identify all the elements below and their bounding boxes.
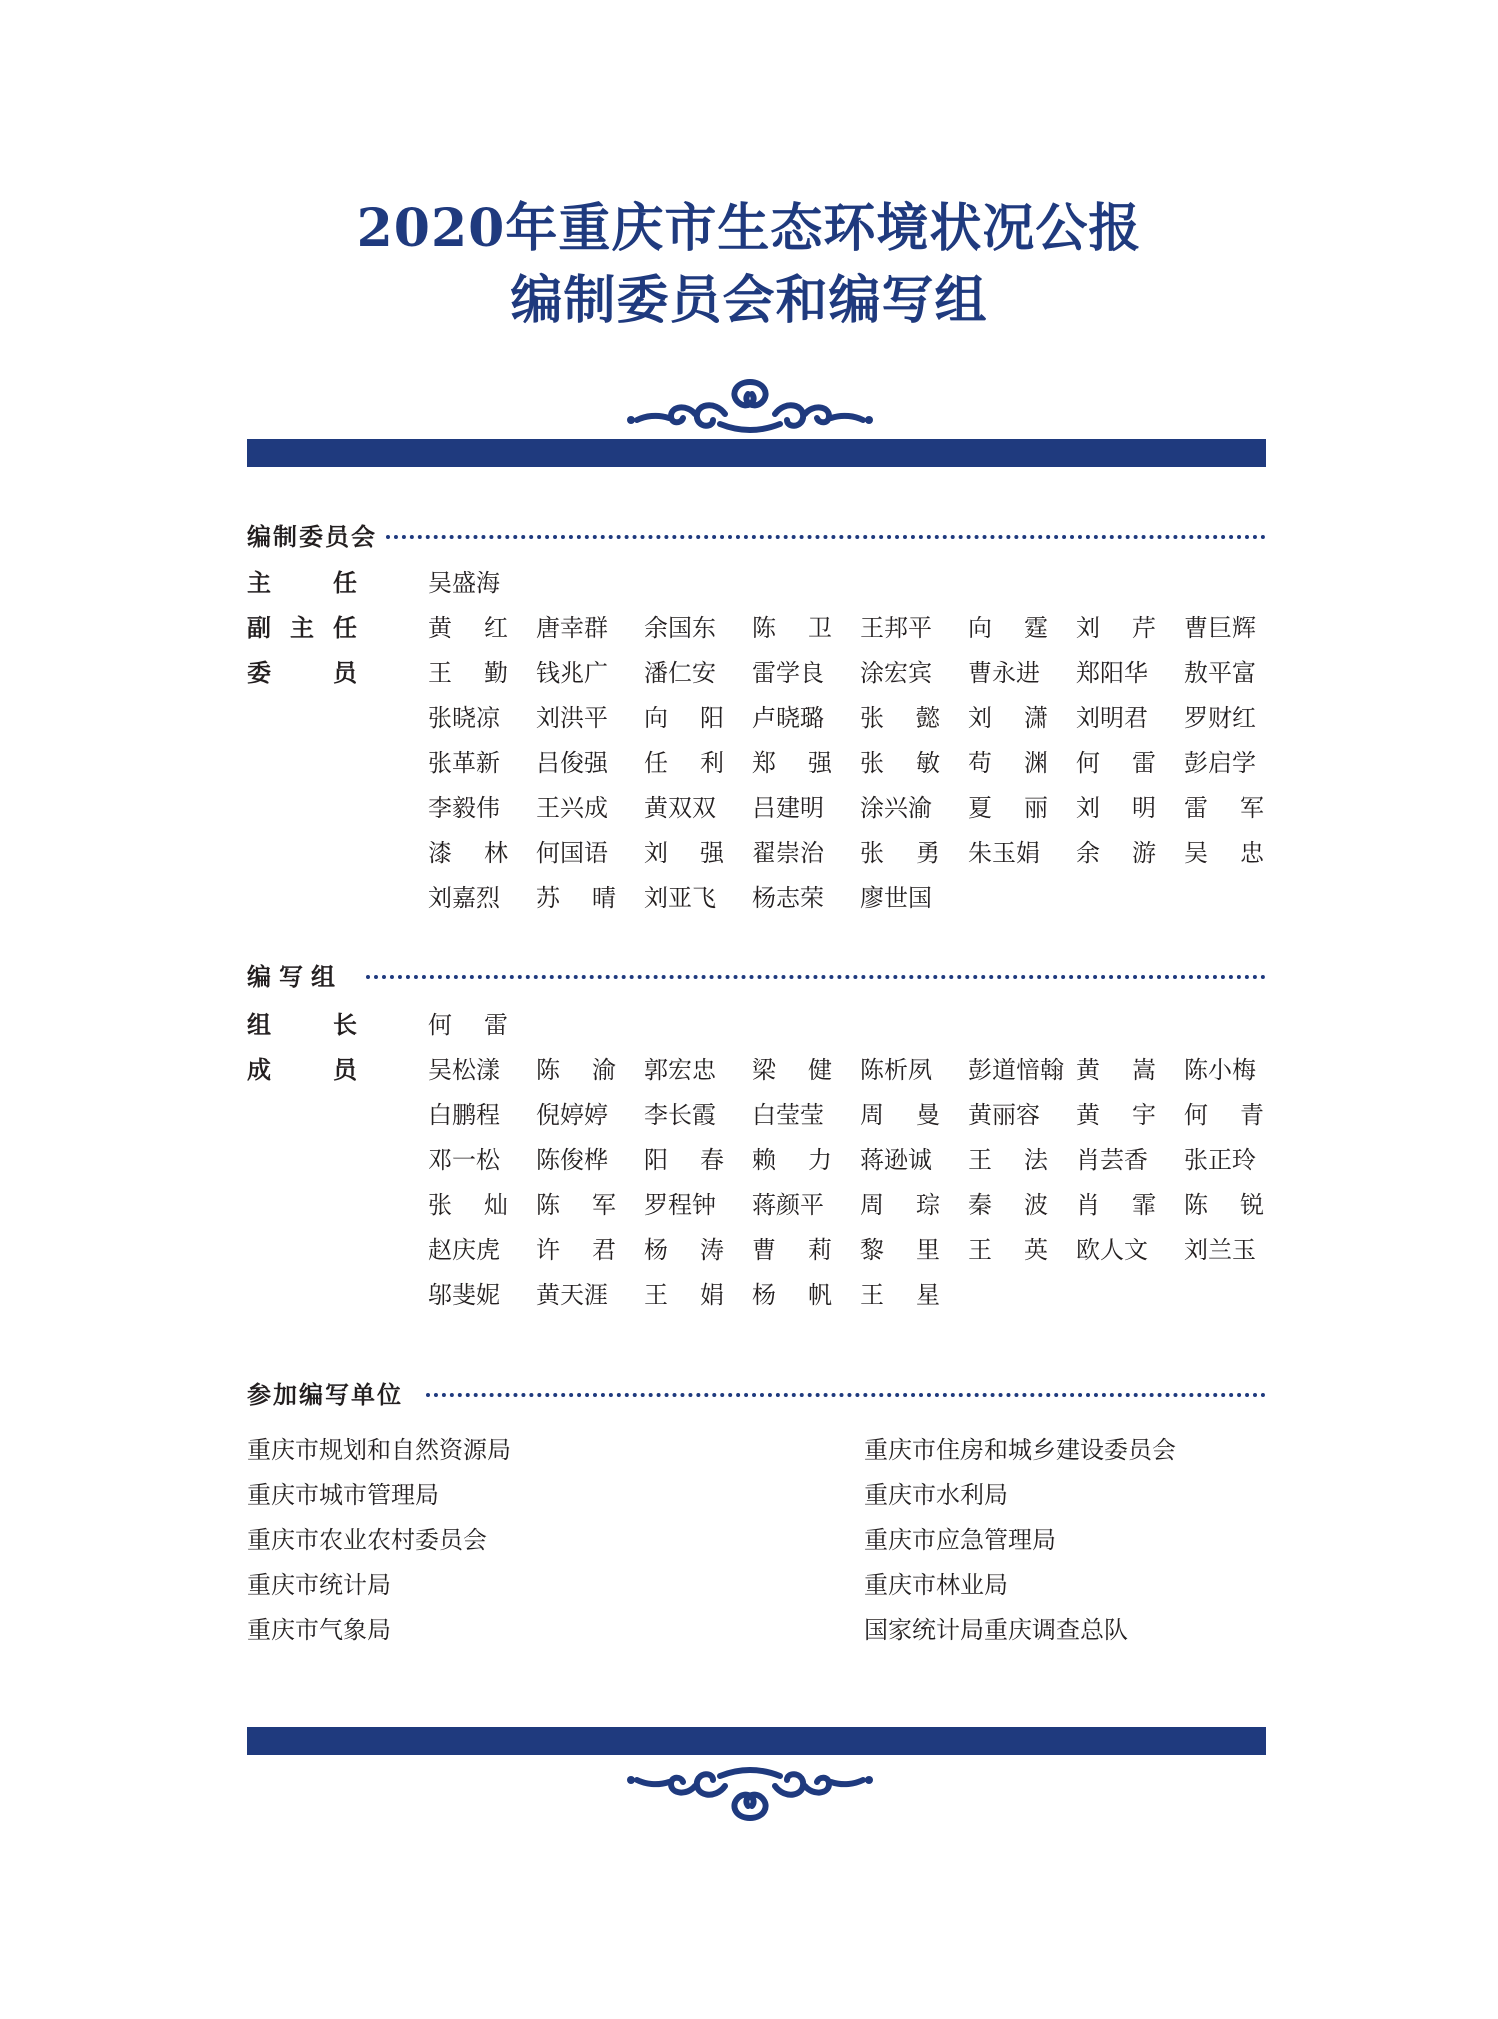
name-char: 勤	[484, 659, 508, 687]
top-divider-bar	[247, 439, 1266, 467]
dotted-leader	[386, 535, 1266, 539]
member-name: 雷学良	[752, 659, 824, 687]
role-members-director	[428, 563, 1268, 608]
name-char: 强	[808, 749, 832, 777]
cloud-ornament-icon	[625, 374, 875, 438]
member-name: 刘明君	[1076, 704, 1148, 732]
member-name: 王邦平	[860, 614, 932, 642]
member-name: 罗程钟	[644, 1191, 716, 1219]
name-char: 向	[968, 614, 992, 642]
name-char: 许	[536, 1236, 560, 1264]
name-char: 雷	[1184, 794, 1208, 822]
name-char: 雷	[484, 1011, 508, 1039]
member-name	[752, 743, 832, 788]
member-name: 吴松漾	[428, 1056, 500, 1084]
role-label	[247, 563, 357, 598]
member-name	[860, 833, 940, 878]
member-name	[968, 1185, 1048, 1230]
member-name: 张正玲	[1184, 1146, 1256, 1174]
name-char: 苟	[968, 749, 992, 777]
name-char: 勇	[916, 839, 940, 867]
member-name	[536, 1185, 616, 1230]
name-char: 里	[916, 1236, 940, 1264]
member-name	[860, 698, 940, 743]
role-chunk: 副	[247, 614, 271, 642]
member-name: 蒋颜平	[752, 1191, 824, 1219]
name-char: 秦	[968, 1191, 992, 1219]
member-name: 陈俊桦	[536, 1146, 608, 1174]
member-name	[752, 1230, 832, 1275]
name-char: 王	[968, 1146, 992, 1174]
member-name: 白莹莹	[752, 1101, 824, 1129]
member-name	[536, 1230, 616, 1275]
unit-item: 重庆市住房和城乡建设委员会	[864, 1436, 1176, 1464]
member-name	[860, 743, 940, 788]
name-char: 林	[484, 839, 508, 867]
name-char: 霆	[1024, 614, 1048, 642]
committee-heading: 编制委员会	[247, 523, 377, 551]
name-char: 强	[700, 839, 724, 867]
member-name	[644, 1140, 724, 1185]
member-name: 吴盛海	[428, 569, 500, 597]
member-name: 刘亚飞	[644, 884, 716, 912]
member-name	[968, 1230, 1048, 1275]
name-char: 王	[428, 659, 452, 687]
cloud-ornament-icon	[625, 1762, 875, 1826]
member-name: 陈析夙	[860, 1056, 932, 1084]
member-name: 翟崇治	[752, 839, 824, 867]
name-char: 刘	[1076, 614, 1100, 642]
member-name	[428, 1185, 508, 1230]
member-name	[860, 1185, 940, 1230]
member-name: 吕俊强	[536, 749, 608, 777]
member-name: 王兴成	[536, 794, 608, 822]
name-char: 余	[1076, 839, 1100, 867]
member-name: 曹巨辉	[1184, 614, 1256, 642]
member-name: 涂兴渝	[860, 794, 932, 822]
unit-item: 重庆市应急管理局	[864, 1526, 1056, 1554]
member-name	[536, 1050, 616, 1095]
name-char: 莉	[808, 1236, 832, 1264]
role-chunk: 员	[333, 659, 357, 687]
role-label	[247, 653, 357, 688]
name-char: 阳	[644, 1146, 668, 1174]
name-char: 波	[1024, 1191, 1048, 1219]
member-name: 吕建明	[752, 794, 824, 822]
member-name	[860, 1095, 940, 1140]
member-name: 钱兆广	[536, 659, 608, 687]
member-name	[752, 608, 832, 653]
role-chunk: 成	[247, 1056, 271, 1084]
member-name: 张革新	[428, 749, 500, 777]
name-char: 法	[1024, 1146, 1048, 1174]
name-char: 黄	[1076, 1056, 1100, 1084]
name-char: 曹	[752, 1236, 776, 1264]
member-name	[968, 743, 1048, 788]
name-char: 忠	[1240, 839, 1264, 867]
name-char: 周	[860, 1191, 884, 1219]
dotted-leader	[426, 1393, 1266, 1397]
member-name	[860, 1230, 940, 1275]
member-name: 欧人文	[1076, 1236, 1148, 1264]
writing-group-heading	[247, 957, 343, 992]
name-char: 吴	[1184, 839, 1208, 867]
member-name: 彭启学	[1184, 749, 1256, 777]
member-name	[644, 1230, 724, 1275]
role-label	[247, 608, 357, 643]
role-label	[247, 1050, 357, 1085]
name-char: 春	[700, 1146, 724, 1174]
member-name: 刘洪平	[536, 704, 608, 732]
member-name: 黄双双	[644, 794, 716, 822]
name-char: 陈	[536, 1056, 560, 1084]
name-char: 黎	[860, 1236, 884, 1264]
member-name	[644, 698, 724, 743]
member-name: 何国语	[536, 839, 608, 867]
role-chunk: 主	[290, 614, 314, 642]
member-name	[1076, 1095, 1156, 1140]
member-name: 张晓凉	[428, 704, 500, 732]
unit-item: 重庆市农业农村委员会	[247, 1526, 487, 1554]
name-char: 霏	[1132, 1191, 1156, 1219]
name-char: 夏	[968, 794, 992, 822]
member-name: 陈小梅	[1184, 1056, 1256, 1084]
role-members-deputy	[428, 608, 1268, 653]
name-char: 懿	[916, 704, 940, 732]
member-name	[1184, 1185, 1264, 1230]
member-name: 卢晓璐	[752, 704, 824, 732]
member-name	[860, 1275, 940, 1320]
member-name	[644, 833, 724, 878]
name-char: 刘	[968, 704, 992, 732]
name-char: 王	[860, 1281, 884, 1309]
name-char: 君	[592, 1236, 616, 1264]
role-members-committee	[428, 653, 1268, 923]
member-name: 刘嘉烈	[428, 884, 500, 912]
member-name: 赵庆虎	[428, 1236, 500, 1264]
name-char: 王	[644, 1281, 668, 1309]
name-char: 健	[808, 1056, 832, 1084]
member-name	[1076, 1050, 1156, 1095]
name-char: 陈	[752, 614, 776, 642]
member-name: 罗财红	[1184, 704, 1256, 732]
unit-item: 重庆市统计局	[247, 1571, 391, 1599]
name-char: 向	[644, 704, 668, 732]
name-char: 嵩	[1132, 1056, 1156, 1084]
name-char: 红	[484, 614, 508, 642]
member-name: 邓一松	[428, 1146, 500, 1174]
member-name: 余国东	[644, 614, 716, 642]
unit-item: 重庆市规划和自然资源局	[247, 1436, 511, 1464]
name-char: 芹	[1132, 614, 1156, 642]
member-name: 李毅伟	[428, 794, 500, 822]
writing-group-section-header	[247, 957, 1266, 991]
name-char: 张	[860, 749, 884, 777]
name-char: 灿	[484, 1191, 508, 1219]
name-char: 何	[1184, 1101, 1208, 1129]
member-name: 郑阳华	[1076, 659, 1148, 687]
name-char: 郑	[752, 749, 776, 777]
name-char: 军	[1240, 794, 1264, 822]
name-char: 丽	[1024, 794, 1048, 822]
name-char: 陈	[536, 1191, 560, 1219]
role-chunk: 组	[247, 1011, 271, 1039]
name-char: 杨	[644, 1236, 668, 1264]
name-char: 陈	[1184, 1191, 1208, 1219]
member-name	[1184, 833, 1264, 878]
member-name: 倪婷婷	[536, 1101, 608, 1129]
name-char: 明	[1132, 794, 1156, 822]
name-char: 赖	[752, 1146, 776, 1174]
bottom-divider-bar	[247, 1727, 1266, 1755]
member-name: 杨志荣	[752, 884, 824, 912]
role-chunk: 委	[247, 659, 271, 687]
role-chunk: 主	[247, 569, 271, 597]
name-char: 漆	[428, 839, 452, 867]
member-name	[428, 608, 508, 653]
member-name: 涂宏宾	[860, 659, 932, 687]
name-char: 宇	[1132, 1101, 1156, 1129]
name-char: 何	[428, 1011, 452, 1039]
committee-section-header	[247, 517, 1266, 551]
member-name: 郭宏忠	[644, 1056, 716, 1084]
member-name	[968, 698, 1048, 743]
dotted-leader	[366, 975, 1266, 979]
member-name	[428, 1005, 508, 1050]
role-chunk: 任	[333, 569, 357, 597]
role-chunk: 长	[333, 1011, 357, 1039]
member-name: 曹永进	[968, 659, 1040, 687]
member-name: 肖芸香	[1076, 1146, 1148, 1174]
name-char: 星	[916, 1281, 940, 1309]
member-name: 潘仁安	[644, 659, 716, 687]
role-members-writers	[428, 1050, 1268, 1320]
name-char: 任	[644, 749, 668, 777]
member-name: 刘兰玉	[1184, 1236, 1256, 1264]
name-char: 娟	[700, 1281, 724, 1309]
member-name: 黄天涯	[536, 1281, 608, 1309]
writing-group-heading-text: 编写组	[247, 963, 343, 991]
member-name	[1076, 608, 1156, 653]
name-char: 黄	[428, 614, 452, 642]
member-name	[968, 608, 1048, 653]
member-name	[1184, 788, 1264, 833]
name-char: 英	[1024, 1236, 1048, 1264]
name-char: 敏	[916, 749, 940, 777]
unit-item: 国家统计局重庆调查总队	[864, 1616, 1128, 1644]
units-heading: 参加编写单位	[247, 1381, 403, 1409]
units-list	[247, 1430, 1266, 1655]
name-char: 何	[1076, 749, 1100, 777]
name-char: 周	[860, 1101, 884, 1129]
member-name	[752, 1050, 832, 1095]
name-char: 晴	[592, 884, 616, 912]
name-char: 帆	[808, 1281, 832, 1309]
name-char: 游	[1132, 839, 1156, 867]
name-char: 肖	[1076, 1191, 1100, 1219]
name-char: 潇	[1024, 704, 1048, 732]
member-name	[1076, 833, 1156, 878]
unit-item: 重庆市城市管理局	[247, 1481, 439, 1509]
name-char: 刘	[644, 839, 668, 867]
member-name: 邬斐妮	[428, 1281, 500, 1309]
name-char: 阳	[700, 704, 724, 732]
name-char: 涛	[700, 1236, 724, 1264]
name-char: 杨	[752, 1281, 776, 1309]
name-char: 苏	[536, 884, 560, 912]
member-name: 敖平富	[1184, 659, 1256, 687]
member-name	[536, 878, 616, 923]
page-subtitle: 编制委员会和编写组	[510, 270, 988, 331]
member-name	[644, 743, 724, 788]
role-members-leader	[428, 1005, 1268, 1050]
name-char: 曼	[916, 1101, 940, 1129]
name-char: 张	[860, 839, 884, 867]
member-name	[752, 1275, 832, 1320]
name-char: 梁	[752, 1056, 776, 1084]
member-name	[1076, 1185, 1156, 1230]
name-char: 锐	[1240, 1191, 1264, 1219]
name-char: 琮	[916, 1191, 940, 1219]
name-char: 卫	[808, 614, 832, 642]
role-chunk: 员	[333, 1056, 357, 1084]
role-label	[247, 1005, 357, 1040]
name-char: 渝	[592, 1056, 616, 1084]
name-char: 刘	[1076, 794, 1100, 822]
role-chunk: 任	[333, 614, 357, 642]
member-name: 廖世国	[860, 884, 932, 912]
unit-item: 重庆市林业局	[864, 1571, 1008, 1599]
member-name: 唐幸群	[536, 614, 608, 642]
name-char: 青	[1240, 1101, 1264, 1129]
member-name: 朱玉娟	[968, 839, 1040, 867]
member-name	[1076, 788, 1156, 833]
name-char: 张	[860, 704, 884, 732]
member-name	[752, 1140, 832, 1185]
member-name: 黄丽容	[968, 1101, 1040, 1129]
name-char: 渊	[1024, 749, 1048, 777]
page-title: 2020年重庆市生态环境状况公报	[356, 198, 1142, 259]
unit-item: 重庆市气象局	[247, 1616, 391, 1644]
name-char: 雷	[1132, 749, 1156, 777]
member-name: 白鹏程	[428, 1101, 500, 1129]
member-name	[644, 1275, 724, 1320]
unit-item: 重庆市水利局	[864, 1481, 1008, 1509]
member-name: 彭道愔翰	[968, 1056, 1064, 1084]
member-name	[968, 1140, 1048, 1185]
member-name	[1184, 1095, 1264, 1140]
name-char: 黄	[1076, 1101, 1100, 1129]
name-char: 力	[808, 1146, 832, 1174]
member-name	[968, 788, 1048, 833]
member-name	[1076, 743, 1156, 788]
name-char: 利	[700, 749, 724, 777]
name-char: 张	[428, 1191, 452, 1219]
name-char: 王	[968, 1236, 992, 1264]
units-section-header	[247, 1375, 1266, 1409]
member-name	[428, 833, 508, 878]
member-name	[428, 653, 508, 698]
member-name: 李长霞	[644, 1101, 716, 1129]
name-char: 军	[592, 1191, 616, 1219]
member-name: 蒋逊诚	[860, 1146, 932, 1174]
